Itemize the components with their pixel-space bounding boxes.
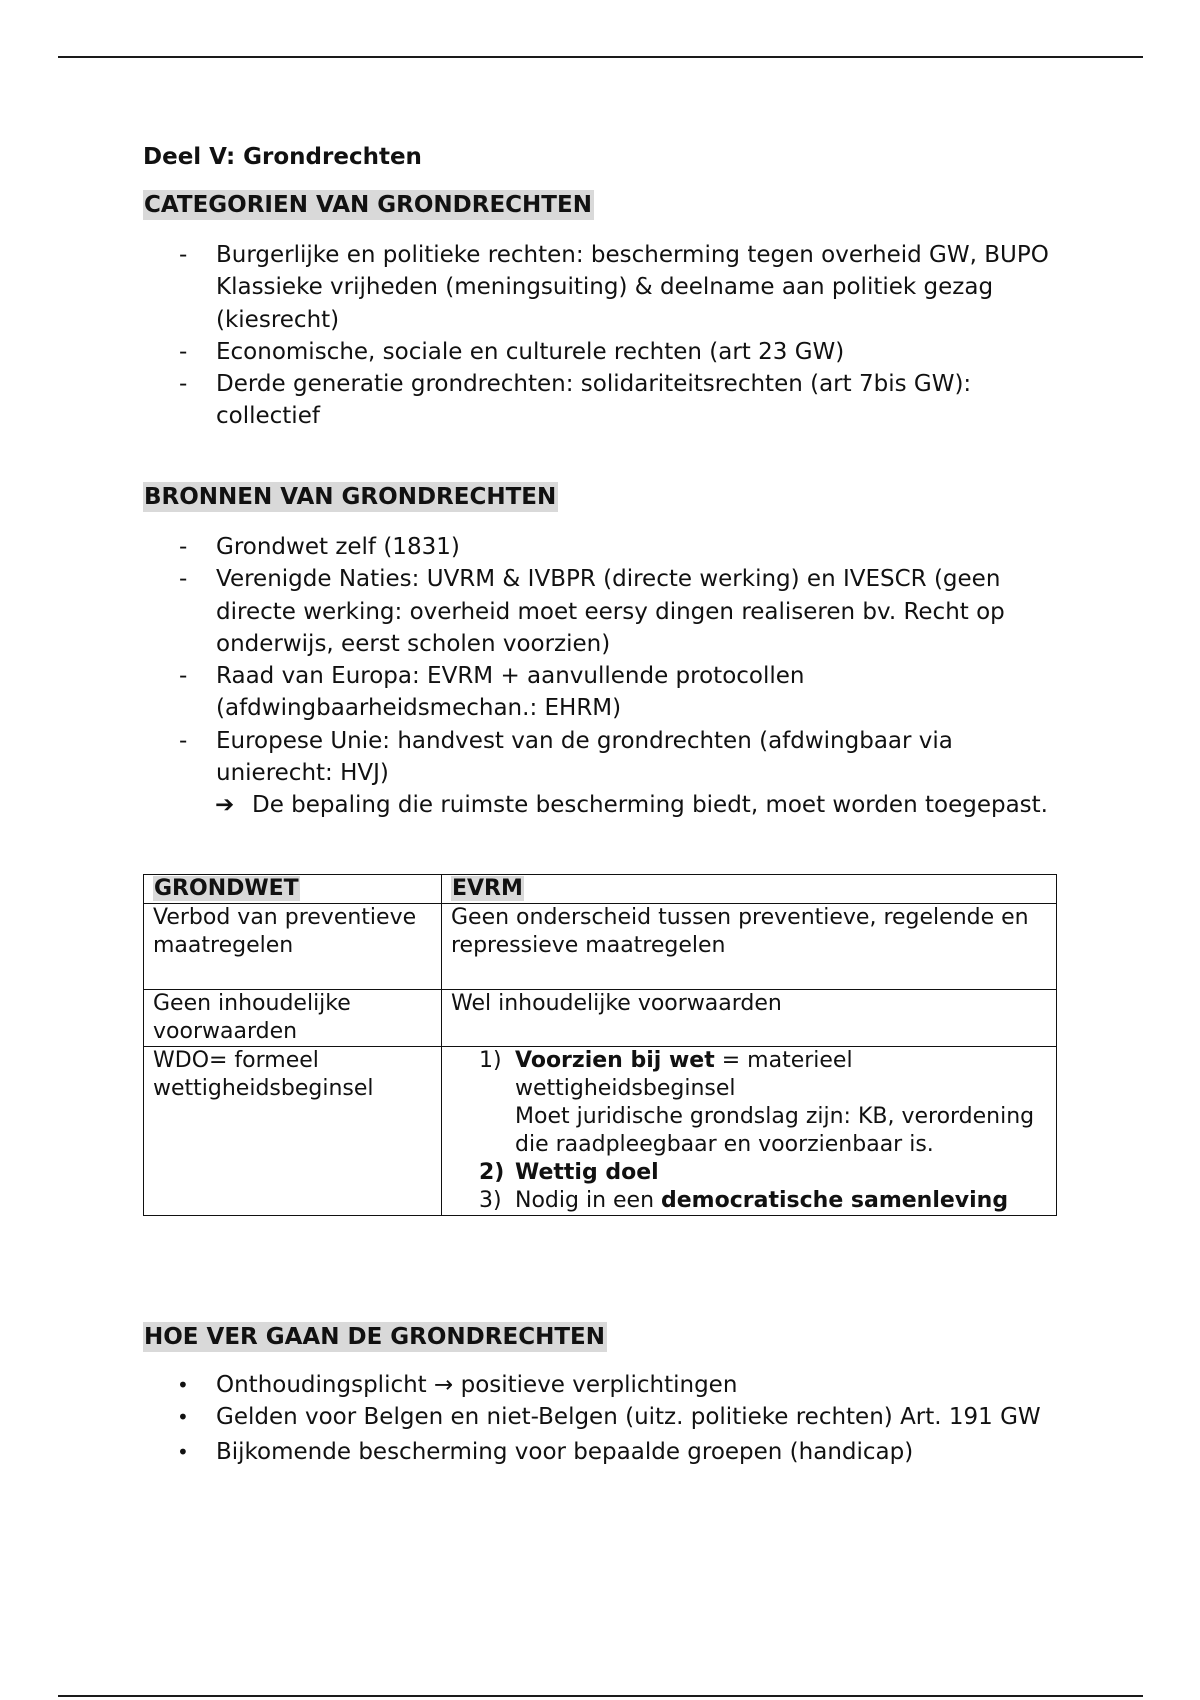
table-cell: Wel inhoudelijke voorwaarden — [442, 990, 1057, 1047]
table-row — [144, 1047, 1057, 1216]
bullet-icon: • — [177, 1405, 189, 1430]
list-item: - Derde generatie grondrechten: solidariteitsrechten (art 7bis GW): collectief — [179, 371, 972, 430]
list-item: • Bijkomende bescherming voor bepaalde groepen (handicap) — [143, 1436, 1063, 1468]
list-hoe-ver — [143, 1369, 1063, 1468]
list-item: • Gelden voor Belgen en niet-Belgen (uitz. politieke rechten) Art. 191 GW — [143, 1401, 1063, 1433]
footer-rule — [58, 1695, 1143, 1697]
table-header-cell: GRONDWET — [144, 875, 442, 904]
list-item: - Burgerlijke en politieke rechten: bescherming tegen overheid GW, BUPO — [179, 242, 1049, 268]
section-heading-categorien: CATEGORIEN VAN GRONDRECHTEN — [144, 192, 592, 218]
list-item: Klassieke vrijheden (meningsuiting) & deelname aan politiek gezag (kiesrecht) — [216, 274, 994, 333]
list-bronnen — [143, 531, 1063, 822]
list-item: - Verenigde Naties: UVRM & IVBPR (directe werking) en IVESCR (geen directe werking: overheid moet eersy dingen realiseren bv. Recht op onderwijs, eerst scholen voorzien) — [179, 566, 1005, 657]
condition-item: 3) Nodig in een democratische samenleving — [479, 1188, 1009, 1213]
section-heading-bronnen: BRONNEN VAN GRONDRECHTEN — [144, 484, 557, 510]
table-header-row — [144, 875, 1057, 904]
table-cell: WDO= formeel wettigheidsbeginsel — [144, 1047, 442, 1216]
list-item: - Europese Unie: handvest van de grondrechten (afdwingbaar via unierecht: HVJ) — [179, 727, 953, 787]
list-item: - Economische, sociale en culturele rechten (art 23 GW) — [179, 338, 845, 365]
table-row — [144, 990, 1057, 1047]
section-heading-hoe-ver: HOE VER GAAN DE GRONDRECHTEN — [144, 1324, 605, 1350]
list-item: - Raad van Europa: EVRM + aanvullende protocollen (afdwingbaarheidsmechan.: EHRM) — [179, 663, 805, 722]
table-cell: Verbod van preventieve maatregelen — [144, 904, 442, 990]
list-categorien — [143, 239, 1063, 433]
condition-item: 1) Voorzien bij wet = materieel wettigheidsbeginsel Moet juridische grondslag zijn: KB, verordening die raadpleegbaar en voorzienbaar is. — [479, 1048, 1035, 1157]
list-item-conclusion: ➔ De bepaling die ruimste bescherming biedt, moet worden toegepast. — [143, 789, 1063, 821]
table-cell — [442, 1047, 1057, 1216]
header-rule — [58, 56, 1143, 58]
table-cell: Geen inhoudelijke voorwaarden — [144, 990, 442, 1047]
bullet-icon: • — [177, 1439, 189, 1464]
table-cell: Geen onderscheid tussen preventieve, regelende en repressieve maatregelen — [442, 904, 1057, 990]
evrm-conditions-list — [442, 1047, 1048, 1215]
list-item: - Grondwet zelf (1831) — [179, 534, 460, 560]
condition-item: 2) Wettig doel — [479, 1160, 659, 1185]
document-title: Deel V: Grondrechten — [143, 144, 422, 170]
arrow-icon: ➔ — [215, 792, 235, 819]
bullet-icon: • — [177, 1373, 189, 1397]
comparison-table — [143, 874, 1057, 1216]
table-row — [144, 904, 1057, 990]
list-item: • Onthoudingsplicht → positieve verplichtingen — [143, 1369, 1063, 1401]
table-header-cell: EVRM — [442, 875, 1057, 904]
